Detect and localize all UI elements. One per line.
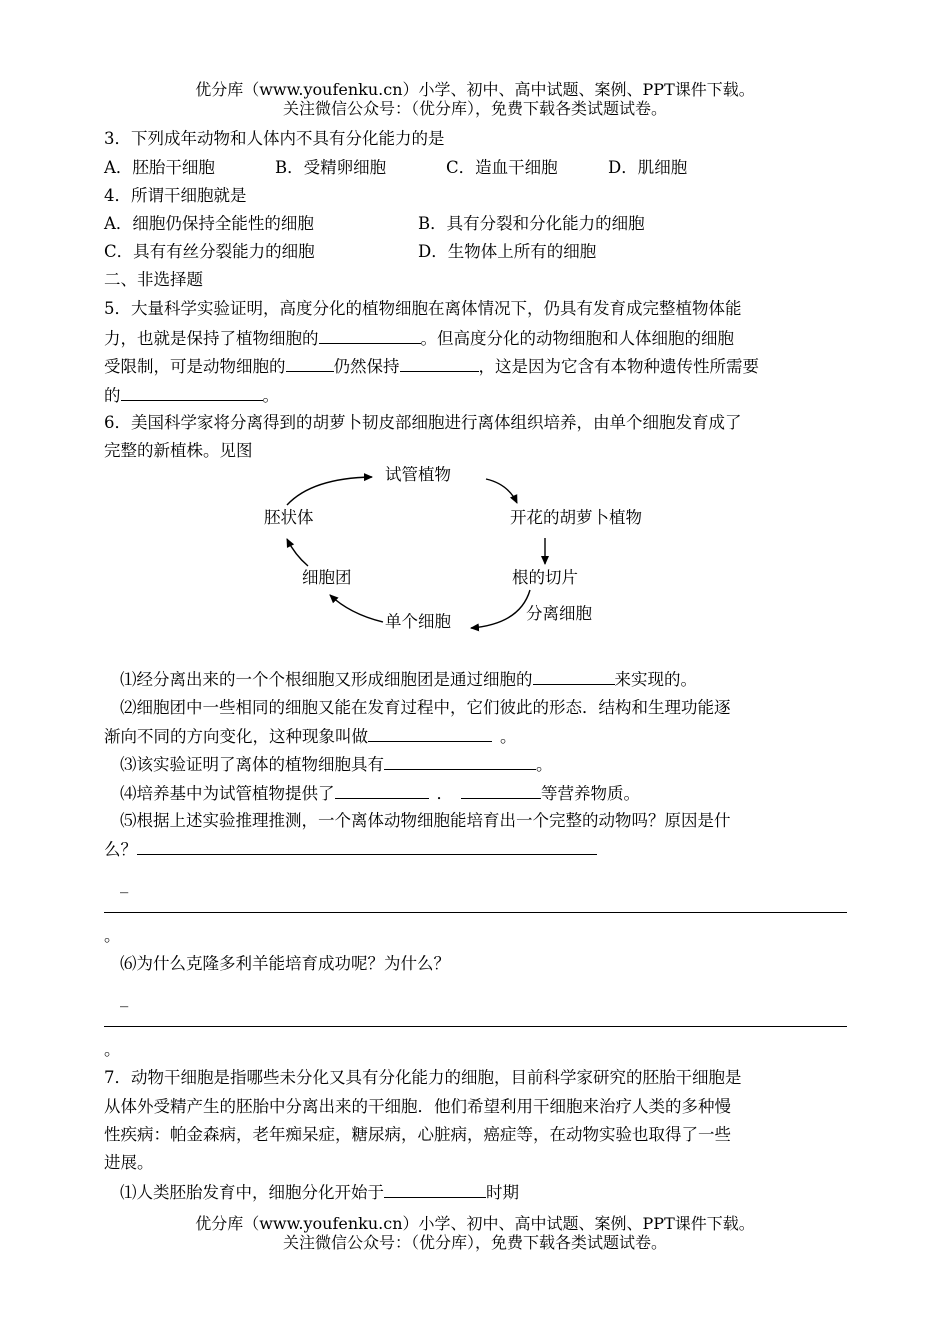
- q5-text: 仍然保持: [333, 357, 400, 376]
- q6-text: ．: [436, 784, 453, 803]
- q4-option-d: D．生物体上所有的细胞: [418, 242, 597, 261]
- q7-blank-1[interactable]: [384, 1181, 486, 1198]
- q6-sub6: ⑹为什么克隆多利羊能培育成功呢？为什么？: [120, 954, 450, 973]
- diagram-label-cell-mass: 细胞团: [302, 568, 352, 587]
- diagram-label-separate-cells: 分离细胞: [526, 604, 592, 623]
- diagram-label-flowering-carrot: 开花的胡萝卜植物: [510, 508, 642, 527]
- diagram-label-embryoid: 胚状体: [264, 508, 314, 527]
- q6-text: ⑶该实验证明了离体的植物细胞具有: [120, 755, 384, 774]
- q3-option-b: B．受精卵细胞: [275, 158, 387, 177]
- q6-sub2-line2: [104, 725, 517, 748]
- site-header-line1: 优分库（www.youfenku.cn）小学、初中、高中试题、案例、PPT课件下载。: [195, 80, 755, 99]
- q7-line3: 性疾病：帕金森病，老年痴呆症，糖尿病，心脏病，癌症等，在动物实验也取得了一些: [104, 1125, 731, 1144]
- q3-option-d: D．肌细胞: [608, 158, 688, 177]
- q6-text: 。: [536, 755, 553, 774]
- q7-text: ⑴人类胚胎发育中，细胞分化开始于: [120, 1183, 384, 1202]
- diagram-label-root-slice: 根的切片: [512, 568, 578, 587]
- q6-dash: _: [120, 988, 129, 1007]
- q6-blank-3[interactable]: [384, 753, 536, 770]
- q6-text: ⑷培养基中为试管植物提供了: [120, 784, 335, 803]
- q6-text: 来实现的。: [614, 670, 697, 689]
- q3-stem: 3．下列成年动物和人体内不具有分化能力的是: [104, 129, 445, 148]
- q6-text: 么？: [104, 840, 137, 859]
- q7-line4: 进展。: [104, 1153, 154, 1172]
- q3-option-a: A．胚胎干细胞: [104, 158, 215, 177]
- q7-text: 时期: [486, 1183, 519, 1202]
- q6-line2: 完整的新植株。见图: [104, 441, 253, 460]
- q7-sub1: [120, 1181, 519, 1204]
- q6-period: 。: [104, 926, 121, 945]
- arrow-cell-mass-to-embryoid: [287, 539, 308, 566]
- q6-dash: _: [120, 874, 129, 893]
- q5-text: 的: [104, 386, 121, 405]
- q6-blank-1[interactable]: [533, 668, 615, 685]
- arrow-single-cell-to-cell-mass: [330, 595, 383, 622]
- q6-text: 渐向不同的方向变化，这种现象叫做: [104, 727, 368, 746]
- q4-option-b: B．具有分裂和分化能力的细胞: [418, 214, 645, 233]
- arrow-test-tube-plant-to-flowering-carrot: [486, 479, 517, 503]
- diagram-label-single-cell: 单个细胞: [385, 612, 451, 631]
- q6-answer-5a[interactable]: [137, 838, 597, 855]
- q7-line2: 从体外受精产生的胚胎中分离出来的干细胞．他们希望利用干细胞来治疗人类的多种慢: [104, 1097, 731, 1116]
- q4-option-c: C．具有有丝分裂能力的细胞: [104, 242, 315, 261]
- q6-period: 。: [104, 1040, 121, 1059]
- q4-option-a: A．细胞仍保持全能性的细胞: [104, 214, 314, 233]
- q6-line1: 6．美国科学家将分离得到的胡萝卜韧皮部细胞进行离体组织培养，由单个细胞发育成了: [104, 413, 742, 432]
- section-heading: 二、非选择题: [104, 270, 203, 289]
- site-header-line2: 关注微信公众号：（优分库），免费下载各类试题试卷。: [282, 99, 667, 118]
- q5-text: 。但高度分化的动物细胞和人体细胞的细胞: [420, 329, 734, 348]
- site-footer-line1: 优分库（www.youfenku.cn）小学、初中、高中试题、案例、PPT课件下载。: [195, 1214, 755, 1233]
- q4-stem: 4．所谓干细胞就是: [104, 186, 247, 205]
- q5-text: ，这是因为它含有本物种遗传性所需要: [478, 357, 759, 376]
- q7-line1: 7．动物干细胞是指哪些未分化又具有分化能力的细胞，目前科学家研究的胚胎干细胞是: [104, 1068, 742, 1087]
- site-footer-line2: 关注微信公众号：（优分库），免费下载各类试题试卷。: [282, 1233, 667, 1252]
- q6-blank-5[interactable]: [461, 782, 541, 799]
- arrow-root-slice-to-single-cell: [471, 590, 530, 628]
- q5-text: 力，也就是保持了植物细胞的: [104, 329, 319, 348]
- diagram-label-test-tube-plant: 试管植物: [385, 465, 451, 484]
- q6-sub1: [120, 668, 697, 691]
- arrow-embryoid-to-test-tube-plant: [287, 477, 372, 505]
- q6-sub3: [120, 753, 553, 776]
- q6-text: ⑴经分离出来的一个个根细胞又形成细胞团是通过细胞的: [120, 670, 533, 689]
- q3-option-c: C．造血干细胞: [446, 158, 558, 177]
- q6-answer-6-line[interactable]: [104, 1026, 847, 1027]
- q6-answer-5b-line[interactable]: [104, 912, 847, 913]
- q5-text: 受限制，可是动物细胞的: [104, 357, 286, 376]
- q6-sub5-line2: [104, 838, 597, 861]
- q6-blank-4[interactable]: [335, 782, 429, 799]
- q6-text: 等营养物质。: [541, 784, 640, 803]
- q5-line1: 5．大量科学实验证明，高度分化的植物细胞在离体情况下，仍具有发育成完整植物体能: [104, 299, 742, 318]
- q5-text: 。: [262, 386, 279, 405]
- q6-sub2-line1: ⑵细胞团中一些相同的细胞又能在发育过程中，它们彼此的形态．结构和生理功能逐: [120, 698, 731, 717]
- q6-sub5-line1: ⑸根据上述实验推理推测，一个离体动物细胞能培育出一个完整的动物吗？原因是什: [120, 811, 731, 830]
- q6-blank-2[interactable]: [368, 725, 492, 742]
- q6-text: 。: [500, 727, 517, 746]
- q6-sub4: [120, 782, 640, 805]
